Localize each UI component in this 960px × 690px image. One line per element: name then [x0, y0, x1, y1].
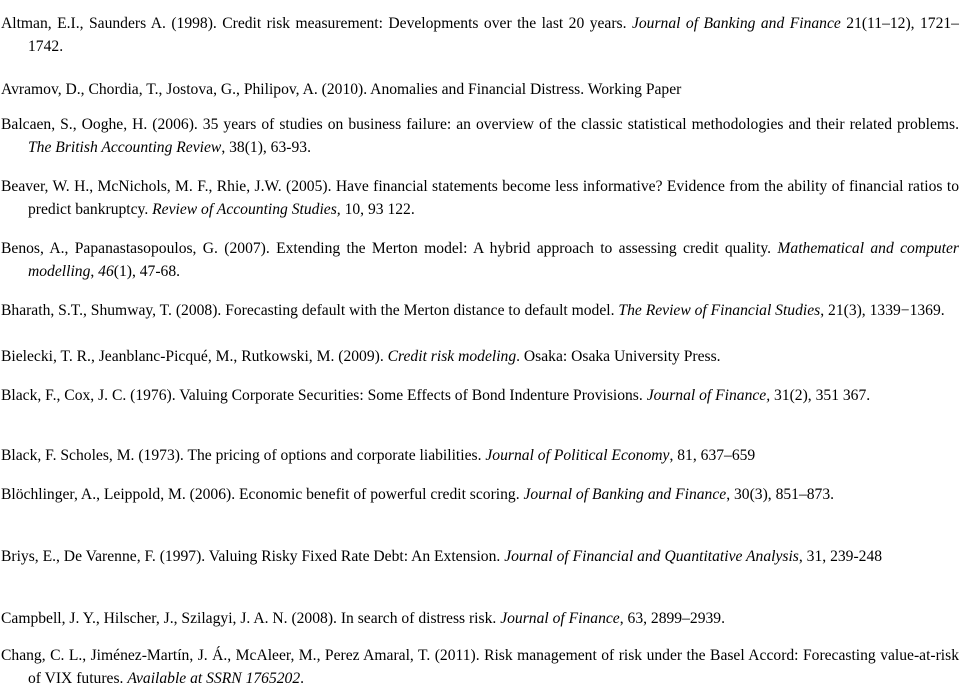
ref-text: Briys, E., De Varenne, F. (1997). Valuing Risky Fixed Rate Debt: An Extension. [1, 547, 505, 565]
ref-journal: Review of Accounting Studies, [152, 200, 341, 218]
ref-text: Campbell, J. Y., Hilscher, J., Szilagyi, J. A. N. (2008). In search of distress risk. [1, 609, 501, 627]
ref-text: 21(11–12), 1721–1742. [28, 14, 959, 55]
ref-journal: Journal of Banking and Finance [523, 485, 727, 503]
ref-text: Chang, C. L., Jiménez-Martín, J. Á., McAleer, M., Perez Amaral, T. (2011). Risk management of risk under the Basel Accord: Forecasting value-at-risk of VIX futures. [1, 646, 959, 687]
ref-journal: The British Accounting Review [28, 138, 222, 156]
ref-text: Benos, A., Papanastasopoulos, G. (2007). Extending the Merton model: A hybrid approach to assessing credit quality. [1, 239, 778, 257]
ref-text: Black, F. Scholes, M. (1973). The pricing of options and corporate liabilities. [1, 446, 486, 464]
reference-entry [1, 545, 959, 568]
ref-text: , 63, 2899–2939. [619, 609, 725, 627]
ref-text: . Osaka: Osaka University Press. [516, 347, 721, 365]
reference-entry [1, 483, 959, 506]
ref-text: Balcaen, S., Ooghe, H. (2006). 35 years of studies on business failure: an overview of the classic statistical methodologies and their related problems. [1, 115, 959, 133]
ref-source: Available at SSRN 1765202 [127, 669, 301, 687]
ref-volume: 46 [98, 262, 114, 280]
ref-text: , 38(1), 63-93. [221, 138, 311, 156]
reference-entry [1, 12, 959, 58]
ref-text: , 81, 637–659 [669, 446, 756, 464]
ref-text: (1), 47-68. [113, 262, 181, 280]
ref-journal: Journal of Banking and Finance [631, 14, 841, 32]
ref-text: , 21(3), 1339−1369. [820, 301, 945, 319]
ref-text: 10, 93 122. [340, 200, 415, 218]
ref-text: Blöchlinger, A., Leippold, M. (2006). Economic benefit of powerful credit scoring. [1, 485, 524, 503]
ref-journal: Journal of Political Economy [485, 446, 670, 464]
ref-text: , 31, 239-248 [798, 547, 883, 565]
reference-entry [1, 607, 959, 630]
ref-journal: Journal of Finance [500, 609, 620, 627]
ref-book-title: Credit risk modeling [387, 347, 517, 365]
reference-entry [1, 113, 959, 159]
reference-entry [1, 345, 959, 368]
ref-journal: Journal of Finance, [646, 386, 771, 404]
reference-entry [1, 175, 959, 221]
ref-text: . [300, 669, 305, 687]
reference-entry [1, 237, 959, 283]
reference-entry [1, 78, 959, 101]
ref-text: Bielecki, T. R., Jeanblanc-Picqué, M., Rutkowski, M. (2009). [1, 347, 388, 365]
ref-text: Avramov, D., Chordia, T., Jostova, G., Philipov, A. (2010). Anomalies and Financial Distress. Working Paper [1, 80, 682, 98]
ref-text: 31(2), 351 367. [770, 386, 871, 404]
reference-entry [1, 384, 959, 407]
ref-text: , [90, 262, 99, 280]
ref-text: Bharath, S.T., Shumway, T. (2008). Forecasting default with the Merton distance to default model. [1, 301, 619, 319]
ref-journal: The Review of Financial Studies [618, 301, 821, 319]
ref-text: , 30(3), 851–873. [726, 485, 835, 503]
ref-text: Black, F., Cox, J. C. (1976). Valuing Corporate Securities: Some Effects of Bond Indenture Provisions. [1, 386, 647, 404]
reference-entry [1, 644, 959, 690]
ref-journal: Journal of Financial and Quantitative Analysis [504, 547, 799, 565]
ref-text: Beaver, W. H., McNichols, M. F., Rhie, J.W. (2005). Have financial statements become less informative? Evidence from the ability of financial ratios to predict bankruptcy. [1, 177, 959, 218]
reference-entry [1, 299, 959, 322]
ref-journal: Mathematical and computer modelling [28, 239, 959, 280]
reference-entry [1, 444, 959, 467]
ref-text: Altman, E.I., Saunders A. (1998). Credit risk measurement: Developments over the last 20 years. [1, 14, 632, 32]
